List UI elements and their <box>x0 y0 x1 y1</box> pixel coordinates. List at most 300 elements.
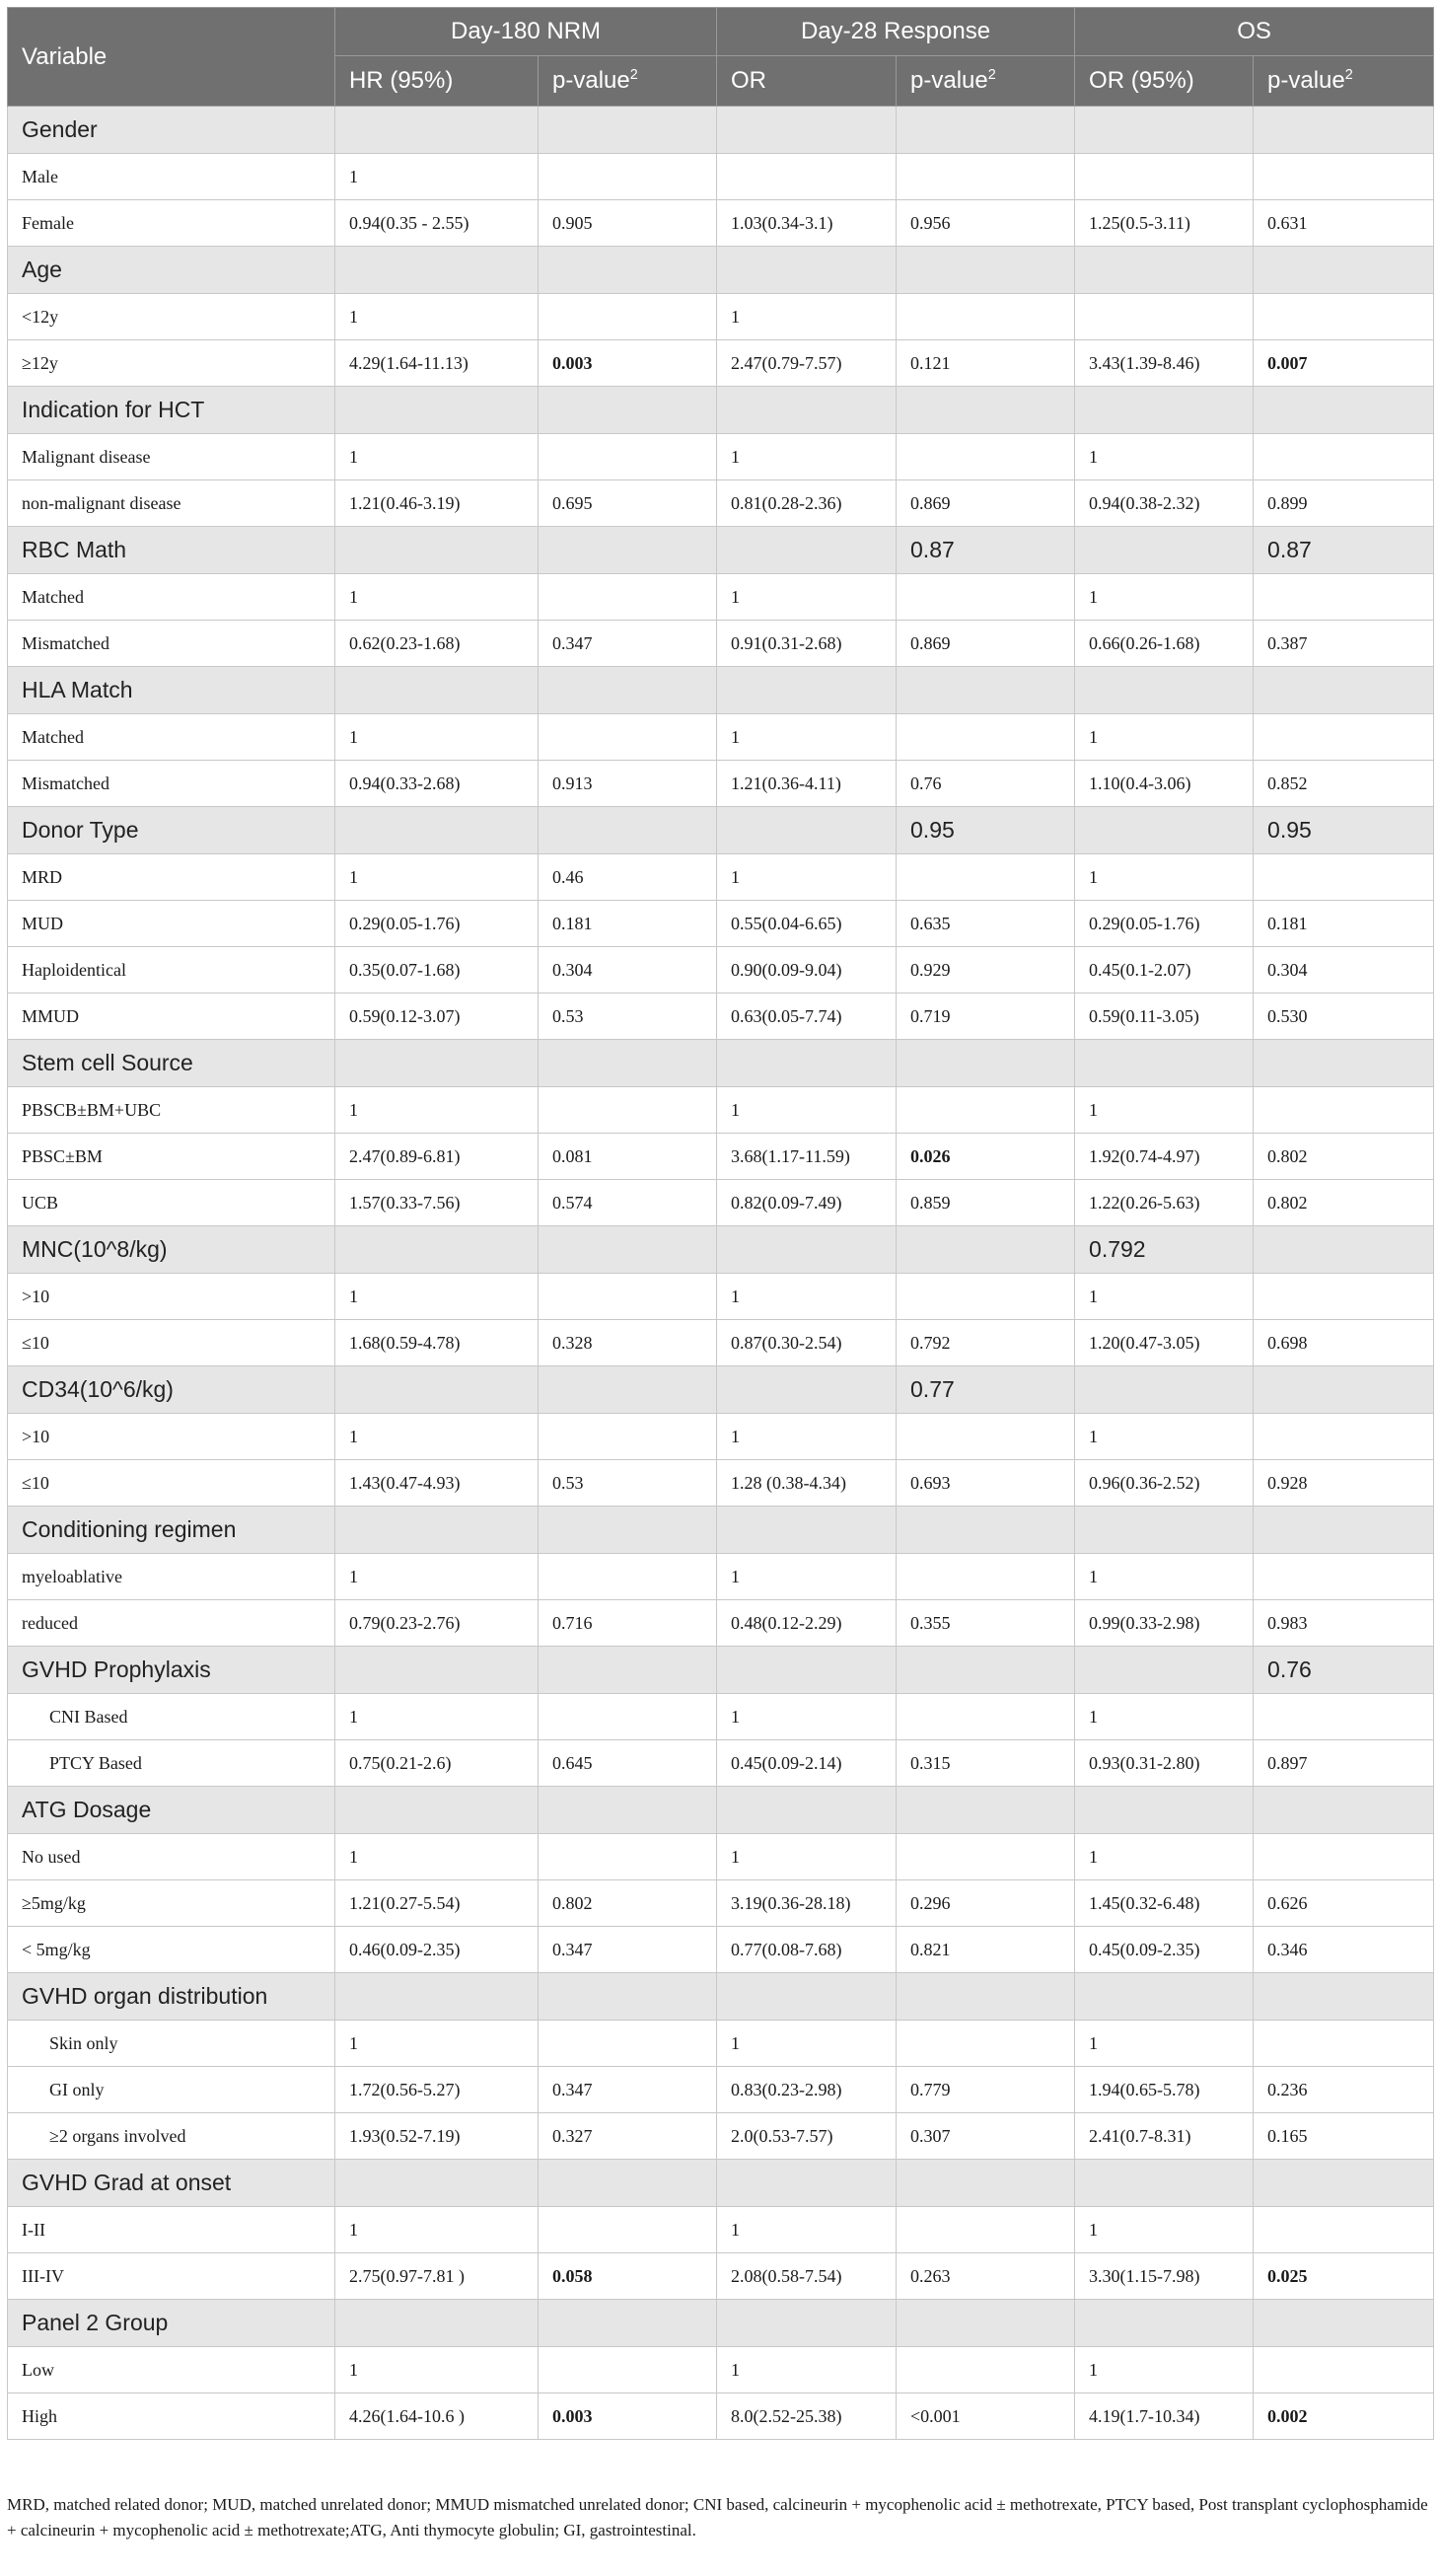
table-cell: 2.75(0.97-7.81 ) <box>335 2253 539 2300</box>
table-cell: 1 <box>1075 1087 1254 1134</box>
row-label: ≥2 organs involved <box>8 2113 335 2160</box>
table-cell: 0.59(0.11-3.05) <box>1075 994 1254 1040</box>
table-cell: 0.003 <box>539 340 717 387</box>
table-cell: 1.43(0.47-4.93) <box>335 1460 539 1507</box>
table-cell: 0.693 <box>897 1460 1075 1507</box>
table-cell <box>897 2021 1075 2067</box>
section-title: GVHD organ distribution <box>8 1973 335 2021</box>
section-cell <box>1254 387 1434 434</box>
section-header-row <box>8 247 1434 294</box>
header-hr: HR (95%) <box>335 56 539 107</box>
table-cell: 0.55(0.04-6.65) <box>717 901 897 947</box>
row-label: I-II <box>8 2207 335 2253</box>
row-label: ≤10 <box>8 1460 335 1507</box>
section-cell <box>717 1226 897 1274</box>
table-cell: 0.530 <box>1254 994 1434 1040</box>
table-cell: 0.304 <box>1254 947 1434 994</box>
table-cell: 4.19(1.7-10.34) <box>1075 2393 1254 2440</box>
section-cell <box>539 667 717 714</box>
table-cell <box>1254 1414 1434 1460</box>
table-cell <box>539 574 717 621</box>
table-cell <box>1254 434 1434 480</box>
table-cell <box>897 1087 1075 1134</box>
table-cell: 0.626 <box>1254 1880 1434 1927</box>
table-cell <box>897 434 1075 480</box>
table-cell: 3.30(1.15-7.98) <box>1075 2253 1254 2300</box>
section-cell <box>717 387 897 434</box>
table-cell: 1.21(0.27-5.54) <box>335 1880 539 1927</box>
table-cell <box>539 1274 717 1320</box>
table-cell: 0.779 <box>897 2067 1075 2113</box>
section-cell <box>539 1647 717 1694</box>
table-cell: 4.26(1.64-10.6 ) <box>335 2393 539 2440</box>
table-cell <box>897 154 1075 200</box>
table-row <box>8 947 1434 994</box>
section-cell <box>335 1040 539 1087</box>
table-row <box>8 1600 1434 1647</box>
table-footnote: MRD, matched related donor; MUD, matched unrelated donor; MMUD mismatched unrelated donor; CNI based, calcineurin + mycophenolic acid ± methotrexate, PTCY based, Post transplant cyclophosphamide + calcineurin + mycophenolic acid ± methotrexate;ATG, Anti thymocyte globulin; GI, gastrointestinal. <box>7 2495 1428 2539</box>
table-cell <box>1254 1694 1434 1740</box>
section-cell <box>1254 2160 1434 2207</box>
table-row <box>8 1087 1434 1134</box>
table-cell: 0.29(0.05-1.76) <box>335 901 539 947</box>
table-row <box>8 1740 1434 1787</box>
table-cell: 0.869 <box>897 480 1075 527</box>
section-cell <box>717 107 897 154</box>
table-cell: 0.46(0.09-2.35) <box>335 1927 539 1973</box>
table-cell <box>897 714 1075 761</box>
table-cell: 1 <box>717 2207 897 2253</box>
table-cell: 1 <box>335 2021 539 2067</box>
section-cell <box>717 1787 897 1834</box>
header-pvalue-response: p-value$^2$ <box>897 56 1075 107</box>
table-cell: 3.43(1.39-8.46) <box>1075 340 1254 387</box>
table-cell <box>1254 154 1434 200</box>
table-cell <box>1254 1087 1434 1134</box>
row-label: Mismatched <box>8 621 335 667</box>
table-cell: 0.387 <box>1254 621 1434 667</box>
table-cell: 1 <box>335 1834 539 1880</box>
table-cell <box>539 154 717 200</box>
section-cell <box>335 2160 539 2207</box>
section-cell <box>539 1973 717 2021</box>
table-cell: 0.002 <box>1254 2393 1434 2440</box>
section-cell <box>717 527 897 574</box>
section-cell <box>335 2300 539 2347</box>
table-cell: 0.929 <box>897 947 1075 994</box>
table-cell: 1 <box>717 434 897 480</box>
section-cell: 0.87 <box>897 527 1075 574</box>
table-row <box>8 1694 1434 1740</box>
table-cell <box>1254 854 1434 901</box>
table-cell: 1.57(0.33-7.56) <box>335 1180 539 1226</box>
table-cell: 0.48(0.12-2.29) <box>717 1600 897 1647</box>
section-cell <box>1254 1226 1434 1274</box>
row-label: Skin only <box>8 2021 335 2067</box>
section-cell <box>1075 1647 1254 1694</box>
table-cell: 2.47(0.79-7.57) <box>717 340 897 387</box>
table-cell: 0.347 <box>539 1927 717 1973</box>
header-or: OR <box>717 56 897 107</box>
section-cell <box>539 1787 717 1834</box>
table-cell: 1 <box>717 1554 897 1600</box>
table-cell: 0.928 <box>1254 1460 1434 1507</box>
section-cell <box>897 1040 1075 1087</box>
table-cell <box>897 1414 1075 1460</box>
table-row <box>8 2067 1434 2113</box>
table-cell <box>539 714 717 761</box>
table-cell <box>897 1834 1075 1880</box>
table-cell <box>539 434 717 480</box>
table-row <box>8 200 1434 247</box>
section-cell <box>335 1647 539 1694</box>
section-cell <box>1254 2300 1434 2347</box>
section-cell <box>1075 247 1254 294</box>
table-cell: 0.93(0.31-2.80) <box>1075 1740 1254 1787</box>
section-header-row <box>8 807 1434 854</box>
table-cell: 0.94(0.35 - 2.55) <box>335 200 539 247</box>
section-cell <box>897 2160 1075 2207</box>
table-cell: 1 <box>335 854 539 901</box>
table-cell: 0.698 <box>1254 1320 1434 1366</box>
section-cell <box>539 1366 717 1414</box>
section-cell <box>539 807 717 854</box>
table-cell: 0.003 <box>539 2393 717 2440</box>
section-cell <box>1075 387 1254 434</box>
section-cell <box>897 1507 1075 1554</box>
row-label: Malignant disease <box>8 434 335 480</box>
table-cell: 0.75(0.21-2.6) <box>335 1740 539 1787</box>
table-cell: 0.82(0.09-7.49) <box>717 1180 897 1226</box>
table-cell: 1 <box>717 2347 897 2393</box>
table-cell: 1 <box>1075 1274 1254 1320</box>
section-header-row <box>8 527 1434 574</box>
table-cell: 1 <box>335 1274 539 1320</box>
section-cell <box>539 1040 717 1087</box>
table-cell: 0.821 <box>897 1927 1075 1973</box>
section-header-row <box>8 2160 1434 2207</box>
section-cell <box>1254 1973 1434 2021</box>
table-cell: 0.635 <box>897 901 1075 947</box>
table-cell: 0.355 <box>897 1600 1075 1647</box>
section-title: Donor Type <box>8 807 335 854</box>
table-cell: 2.08(0.58-7.54) <box>717 2253 897 2300</box>
row-label: ≤10 <box>8 1320 335 1366</box>
table-cell: 0.99(0.33-2.98) <box>1075 1600 1254 1647</box>
table-cell <box>717 154 897 200</box>
table-row <box>8 2021 1434 2067</box>
row-label: MMUD <box>8 994 335 1040</box>
table-row <box>8 1554 1434 1600</box>
table-cell: 0.181 <box>539 901 717 947</box>
table-row <box>8 714 1434 761</box>
section-cell <box>335 667 539 714</box>
table-row <box>8 2347 1434 2393</box>
table-cell: 1 <box>335 154 539 200</box>
section-cell <box>1075 1366 1254 1414</box>
table-cell <box>1254 294 1434 340</box>
table-cell: 1.45(0.32-6.48) <box>1075 1880 1254 1927</box>
table-cell: 1 <box>1075 1834 1254 1880</box>
section-title: HLA Match <box>8 667 335 714</box>
table-cell: 1 <box>335 2207 539 2253</box>
table-row <box>8 2113 1434 2160</box>
table-cell: 2.0(0.53-7.57) <box>717 2113 897 2160</box>
table-row <box>8 1414 1434 1460</box>
table-cell: 4.29(1.64-11.13) <box>335 340 539 387</box>
row-label: reduced <box>8 1600 335 1647</box>
section-cell <box>539 2160 717 2207</box>
section-cell <box>539 107 717 154</box>
section-cell <box>897 1226 1075 1274</box>
table-cell <box>1075 294 1254 340</box>
section-title: Gender <box>8 107 335 154</box>
table-row <box>8 2393 1434 2440</box>
table-cell: 1 <box>1075 434 1254 480</box>
table-body <box>8 107 1434 2440</box>
row-label: PBSC±BM <box>8 1134 335 1180</box>
table-cell: 0.307 <box>897 2113 1075 2160</box>
section-cell <box>335 807 539 854</box>
row-label: MRD <box>8 854 335 901</box>
table-cell: 0.63(0.05-7.74) <box>717 994 897 1040</box>
table-cell: 1 <box>335 574 539 621</box>
section-cell <box>335 527 539 574</box>
section-cell <box>1254 1366 1434 1414</box>
section-title: GVHD Prophylaxis <box>8 1647 335 1694</box>
table-cell: 1 <box>1075 1414 1254 1460</box>
section-cell <box>897 2300 1075 2347</box>
table-row <box>8 994 1434 1040</box>
table-cell: 1 <box>717 1834 897 1880</box>
section-title: Conditioning regimen <box>8 1507 335 1554</box>
table-cell <box>1254 574 1434 621</box>
table-cell: 0.792 <box>897 1320 1075 1366</box>
table-cell: 0.77(0.08-7.68) <box>717 1927 897 1973</box>
section-cell <box>717 1647 897 1694</box>
header-group-nrm: Day-180 NRM <box>335 8 717 56</box>
section-cell <box>717 1366 897 1414</box>
section-title: MNC(10^8/kg) <box>8 1226 335 1274</box>
table-row <box>8 901 1434 947</box>
row-label: Haploidentical <box>8 947 335 994</box>
table-cell: 1 <box>335 434 539 480</box>
section-title: ATG Dosage <box>8 1787 335 1834</box>
section-cell <box>335 1787 539 1834</box>
section-cell <box>539 247 717 294</box>
table-cell: 1 <box>1075 574 1254 621</box>
table-cell: 0.53 <box>539 994 717 1040</box>
table-cell: 0.719 <box>897 994 1075 1040</box>
table-cell: 0.121 <box>897 340 1075 387</box>
section-title: Age <box>8 247 335 294</box>
table-row <box>8 480 1434 527</box>
row-label: ≥12y <box>8 340 335 387</box>
table-row <box>8 854 1434 901</box>
table-cell: 0.983 <box>1254 1600 1434 1647</box>
table-cell: 1.25(0.5-3.11) <box>1075 200 1254 247</box>
table-cell <box>897 294 1075 340</box>
section-cell <box>335 1973 539 2021</box>
table-cell: 0.869 <box>897 621 1075 667</box>
table-cell: 0.83(0.23-2.98) <box>717 2067 897 2113</box>
table-cell: 0.45(0.1-2.07) <box>1075 947 1254 994</box>
section-cell <box>717 247 897 294</box>
table-cell: 0.328 <box>539 1320 717 1366</box>
table-cell: 0.347 <box>539 2067 717 2113</box>
table-row <box>8 340 1434 387</box>
table-cell: 1 <box>717 714 897 761</box>
section-header-row <box>8 1226 1434 1274</box>
table-cell: 0.59(0.12-3.07) <box>335 994 539 1040</box>
section-cell <box>539 1226 717 1274</box>
table-cell: 0.90(0.09-9.04) <box>717 947 897 994</box>
row-label: ≥5mg/kg <box>8 1880 335 1927</box>
table-row <box>8 1880 1434 1927</box>
table-cell: 1 <box>1075 2347 1254 2393</box>
section-cell <box>1075 807 1254 854</box>
header-group-response: Day-28 Response <box>717 8 1075 56</box>
table-cell: 0.45(0.09-2.14) <box>717 1740 897 1787</box>
section-title: GVHD Grad at onset <box>8 2160 335 2207</box>
section-cell <box>717 2160 897 2207</box>
table-cell: 0.45(0.09-2.35) <box>1075 1927 1254 1973</box>
table-cell: <0.001 <box>897 2393 1075 2440</box>
table-row <box>8 2253 1434 2300</box>
table-cell: 0.645 <box>539 1740 717 1787</box>
section-cell <box>1254 247 1434 294</box>
table-cell: 1.21(0.36-4.11) <box>717 761 897 807</box>
table-cell: 1 <box>1075 714 1254 761</box>
table-cell: 0.025 <box>1254 2253 1434 2300</box>
table-cell <box>539 1834 717 1880</box>
table-cell: 1.92(0.74-4.97) <box>1075 1134 1254 1180</box>
table-cell <box>897 1274 1075 1320</box>
table-cell: 1.03(0.34-3.1) <box>717 200 897 247</box>
section-cell <box>539 527 717 574</box>
table-cell: 1 <box>335 1554 539 1600</box>
table-cell <box>897 1694 1075 1740</box>
table-cell: 0.716 <box>539 1600 717 1647</box>
table-cell: 1 <box>717 294 897 340</box>
table-cell: 0.81(0.28-2.36) <box>717 480 897 527</box>
table-cell <box>539 1554 717 1600</box>
table-cell: 1 <box>717 574 897 621</box>
table-cell: 1.10(0.4-3.06) <box>1075 761 1254 807</box>
table-cell: 0.35(0.07-1.68) <box>335 947 539 994</box>
table-cell: 0.304 <box>539 947 717 994</box>
table-cell: 0.181 <box>1254 901 1434 947</box>
table-cell: 0.802 <box>1254 1180 1434 1226</box>
section-cell <box>897 1973 1075 2021</box>
table-cell: 0.91(0.31-2.68) <box>717 621 897 667</box>
table-container <box>7 7 1433 2440</box>
section-cell <box>1254 107 1434 154</box>
section-cell <box>1075 1973 1254 2021</box>
table-row <box>8 1180 1434 1226</box>
table-cell <box>897 2347 1075 2393</box>
section-title: RBC Math <box>8 527 335 574</box>
table-cell: 0.66(0.26-1.68) <box>1075 621 1254 667</box>
table-cell <box>897 574 1075 621</box>
section-cell <box>717 1973 897 2021</box>
section-header-row <box>8 1647 1434 1694</box>
row-label: PBSCB±BM+UBC <box>8 1087 335 1134</box>
table-row <box>8 1927 1434 1973</box>
row-label: non-malignant disease <box>8 480 335 527</box>
table-cell: 1 <box>335 1414 539 1460</box>
section-title: CD34(10^6/kg) <box>8 1366 335 1414</box>
table-cell: 0.058 <box>539 2253 717 2300</box>
table-cell: 0.026 <box>897 1134 1075 1180</box>
table-cell: 1 <box>717 2021 897 2067</box>
table-row <box>8 1460 1434 1507</box>
table-cell: 0.007 <box>1254 340 1434 387</box>
row-label: Low <box>8 2347 335 2393</box>
table-cell: 0.53 <box>539 1460 717 1507</box>
section-header-row <box>8 1787 1434 1834</box>
table-cell <box>897 1554 1075 1600</box>
table-row <box>8 1320 1434 1366</box>
section-header-row <box>8 1366 1434 1414</box>
table-cell: 0.29(0.05-1.76) <box>1075 901 1254 947</box>
section-cell <box>717 807 897 854</box>
table-cell <box>539 2347 717 2393</box>
table-cell: 0.859 <box>897 1180 1075 1226</box>
table-cell: 0.46 <box>539 854 717 901</box>
section-cell <box>717 1040 897 1087</box>
table-cell: 1.28 (0.38-4.34) <box>717 1460 897 1507</box>
section-cell <box>1075 1040 1254 1087</box>
section-cell <box>335 387 539 434</box>
section-header-row <box>8 1040 1434 1087</box>
table-cell: 1 <box>717 1087 897 1134</box>
table-cell: 2.41(0.7-8.31) <box>1075 2113 1254 2160</box>
table-cell <box>1254 1274 1434 1320</box>
section-cell <box>1075 1507 1254 1554</box>
table-cell: 0.263 <box>897 2253 1075 2300</box>
table-cell: 0.897 <box>1254 1740 1434 1787</box>
table-cell <box>539 1694 717 1740</box>
section-cell <box>1254 1040 1434 1087</box>
section-cell: 0.87 <box>1254 527 1434 574</box>
table-row <box>8 434 1434 480</box>
table-cell <box>897 854 1075 901</box>
row-label: >10 <box>8 1274 335 1320</box>
section-cell <box>897 667 1075 714</box>
section-cell <box>897 1647 1075 1694</box>
table-cell: 1.22(0.26-5.63) <box>1075 1180 1254 1226</box>
table-cell: 0.574 <box>539 1180 717 1226</box>
table-cell: 0.802 <box>539 1880 717 1927</box>
section-cell <box>897 387 1075 434</box>
table-cell: 0.79(0.23-2.76) <box>335 1600 539 1647</box>
row-label: Matched <box>8 574 335 621</box>
table-cell: 0.347 <box>539 621 717 667</box>
section-cell <box>717 667 897 714</box>
table-cell: 0.87(0.30-2.54) <box>717 1320 897 1366</box>
table-cell <box>1254 714 1434 761</box>
row-label: CNI Based <box>8 1694 335 1740</box>
table-cell: 1.21(0.46-3.19) <box>335 480 539 527</box>
row-label: Male <box>8 154 335 200</box>
table-cell <box>1254 1554 1434 1600</box>
section-title: Indication for HCT <box>8 387 335 434</box>
regression-table <box>7 7 1434 2440</box>
table-cell: 0.695 <box>539 480 717 527</box>
section-cell: 0.76 <box>1254 1647 1434 1694</box>
section-cell <box>539 1507 717 1554</box>
